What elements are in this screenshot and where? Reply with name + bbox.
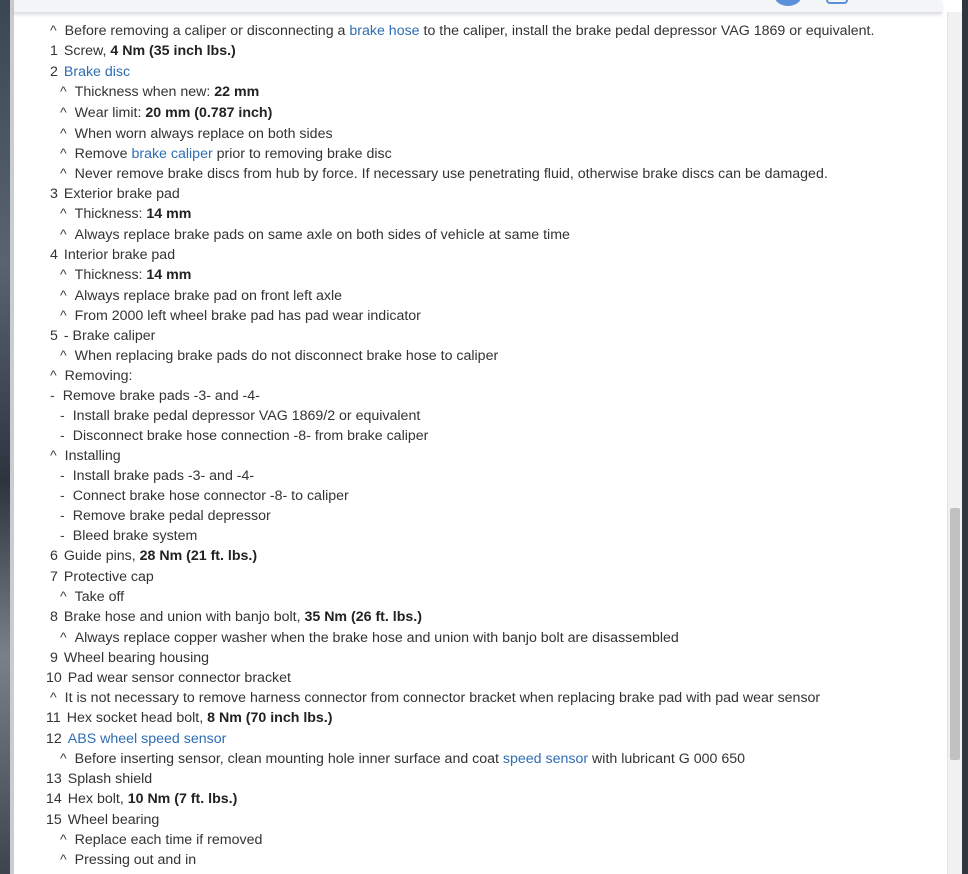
list-item: ^ Always replace copper washer when the brake hose and union with banjo bolt are disassembled [60, 630, 679, 646]
list-item: ^ Replace each time if removed [60, 832, 263, 848]
list-item: ^ From 2000 left wheel brake pad has pad wear indicator [60, 308, 421, 324]
list-item: ^ Never remove brake discs from hub by force. If necessary use penetrating fluid, otherwise brake discs can be damaged. [60, 166, 828, 182]
list-item: - Connect brake hose connector -8- to caliper [60, 488, 349, 504]
list-item: ^ Installing [50, 448, 121, 464]
list-item: - Install brake pads -3- and -4- [60, 468, 255, 484]
list-item: 9 Wheel bearing housing [50, 650, 210, 666]
abs-wheel-speed-sensor-link[interactable]: ABS wheel speed sensor [67, 731, 227, 747]
list-item: 3 Exterior brake pad [50, 186, 180, 202]
list-item: ^ It is not necessary to remove harness connector from connector bracket when replacing brake pad with pad wear sensor [50, 690, 821, 706]
list-item: ^ Before removing a caliper or disconnecting a brake hose to the caliper, install the brake pedal depressor VAG 1869 or equivalent. [50, 23, 875, 39]
list-item: ^ Thickness: 14 mm [60, 267, 192, 283]
list-item: 8 Brake hose and union with banjo bolt, 35 Nm (26 ft. lbs.) [50, 609, 422, 625]
list-item: 13 Splash shield [46, 771, 153, 787]
list-item: ^ When replacing brake pads do not disconnect brake hose to caliper [60, 348, 499, 364]
brake-hose-link[interactable]: brake hose [349, 23, 420, 39]
list-item: 1 Screw, 4 Nm (35 inch lbs.) [50, 43, 236, 59]
list-item: ^ When worn always replace on both sides [60, 126, 333, 142]
list-item: 7 Protective cap [50, 569, 154, 585]
caret-marker: ^ [50, 23, 57, 39]
list-item: 12 ABS wheel speed sensor [46, 731, 227, 747]
list-item: - Remove brake pads -3- and -4- [50, 388, 260, 404]
list-item: 6 Guide pins, 28 Nm (21 ft. lbs.) [50, 548, 258, 564]
list-item: ^ Always replace brake pads on same axle on both sides of vehicle at same time [60, 227, 570, 243]
list-item: 14 Hex bolt, 10 Nm (7 ft. lbs.) [46, 791, 238, 807]
list-item: ^ Take off [60, 589, 125, 605]
list-item: ^ Always replace brake pad on front left axle [60, 288, 343, 304]
list-item: 11 Hex socket head bolt, 8 Nm (70 inch lbs.) [46, 710, 333, 726]
list-item: 5 - Brake caliper [50, 328, 156, 344]
list-item: 4 Interior brake pad [50, 247, 176, 263]
list-item: ^ Pressing out and in [60, 852, 197, 868]
list-item: ^ Before inserting sensor, clean mounting hole inner surface and coat speed sensor with lubricant G 000 650 [60, 751, 746, 767]
vertical-scrollbar[interactable] [947, 12, 962, 874]
brake-disc-link[interactable]: Brake disc [63, 64, 131, 80]
list-item: 15 Wheel bearing [46, 812, 160, 828]
list-item: ^ Wear limit: 20 mm (0.787 inch) [60, 105, 273, 121]
list-item: - Install brake pedal depressor VAG 1869/2 or equivalent [60, 408, 421, 424]
brake-caliper-link[interactable]: brake caliper [131, 146, 213, 162]
list-item: ^ Thickness when new: 22 mm [60, 84, 260, 100]
speed-sensor-link[interactable]: speed sensor [502, 751, 589, 767]
list-item: - Disconnect brake hose connection -8- from brake caliper [60, 428, 429, 444]
list-item: 10 Pad wear sensor connector bracket [46, 670, 291, 686]
list-item: - Bleed brake system [60, 528, 198, 544]
list-item: ^ Remove brake caliper prior to removing brake disc [60, 146, 392, 162]
list-item: ^ Removing: [50, 368, 133, 384]
list-item: - Remove brake pedal depressor [60, 508, 271, 524]
scrollbar-thumb[interactable] [950, 508, 960, 760]
list-item: ^ Thickness: 14 mm [60, 206, 192, 222]
list-item: 2 Brake disc [50, 64, 131, 80]
window-border [962, 0, 968, 874]
